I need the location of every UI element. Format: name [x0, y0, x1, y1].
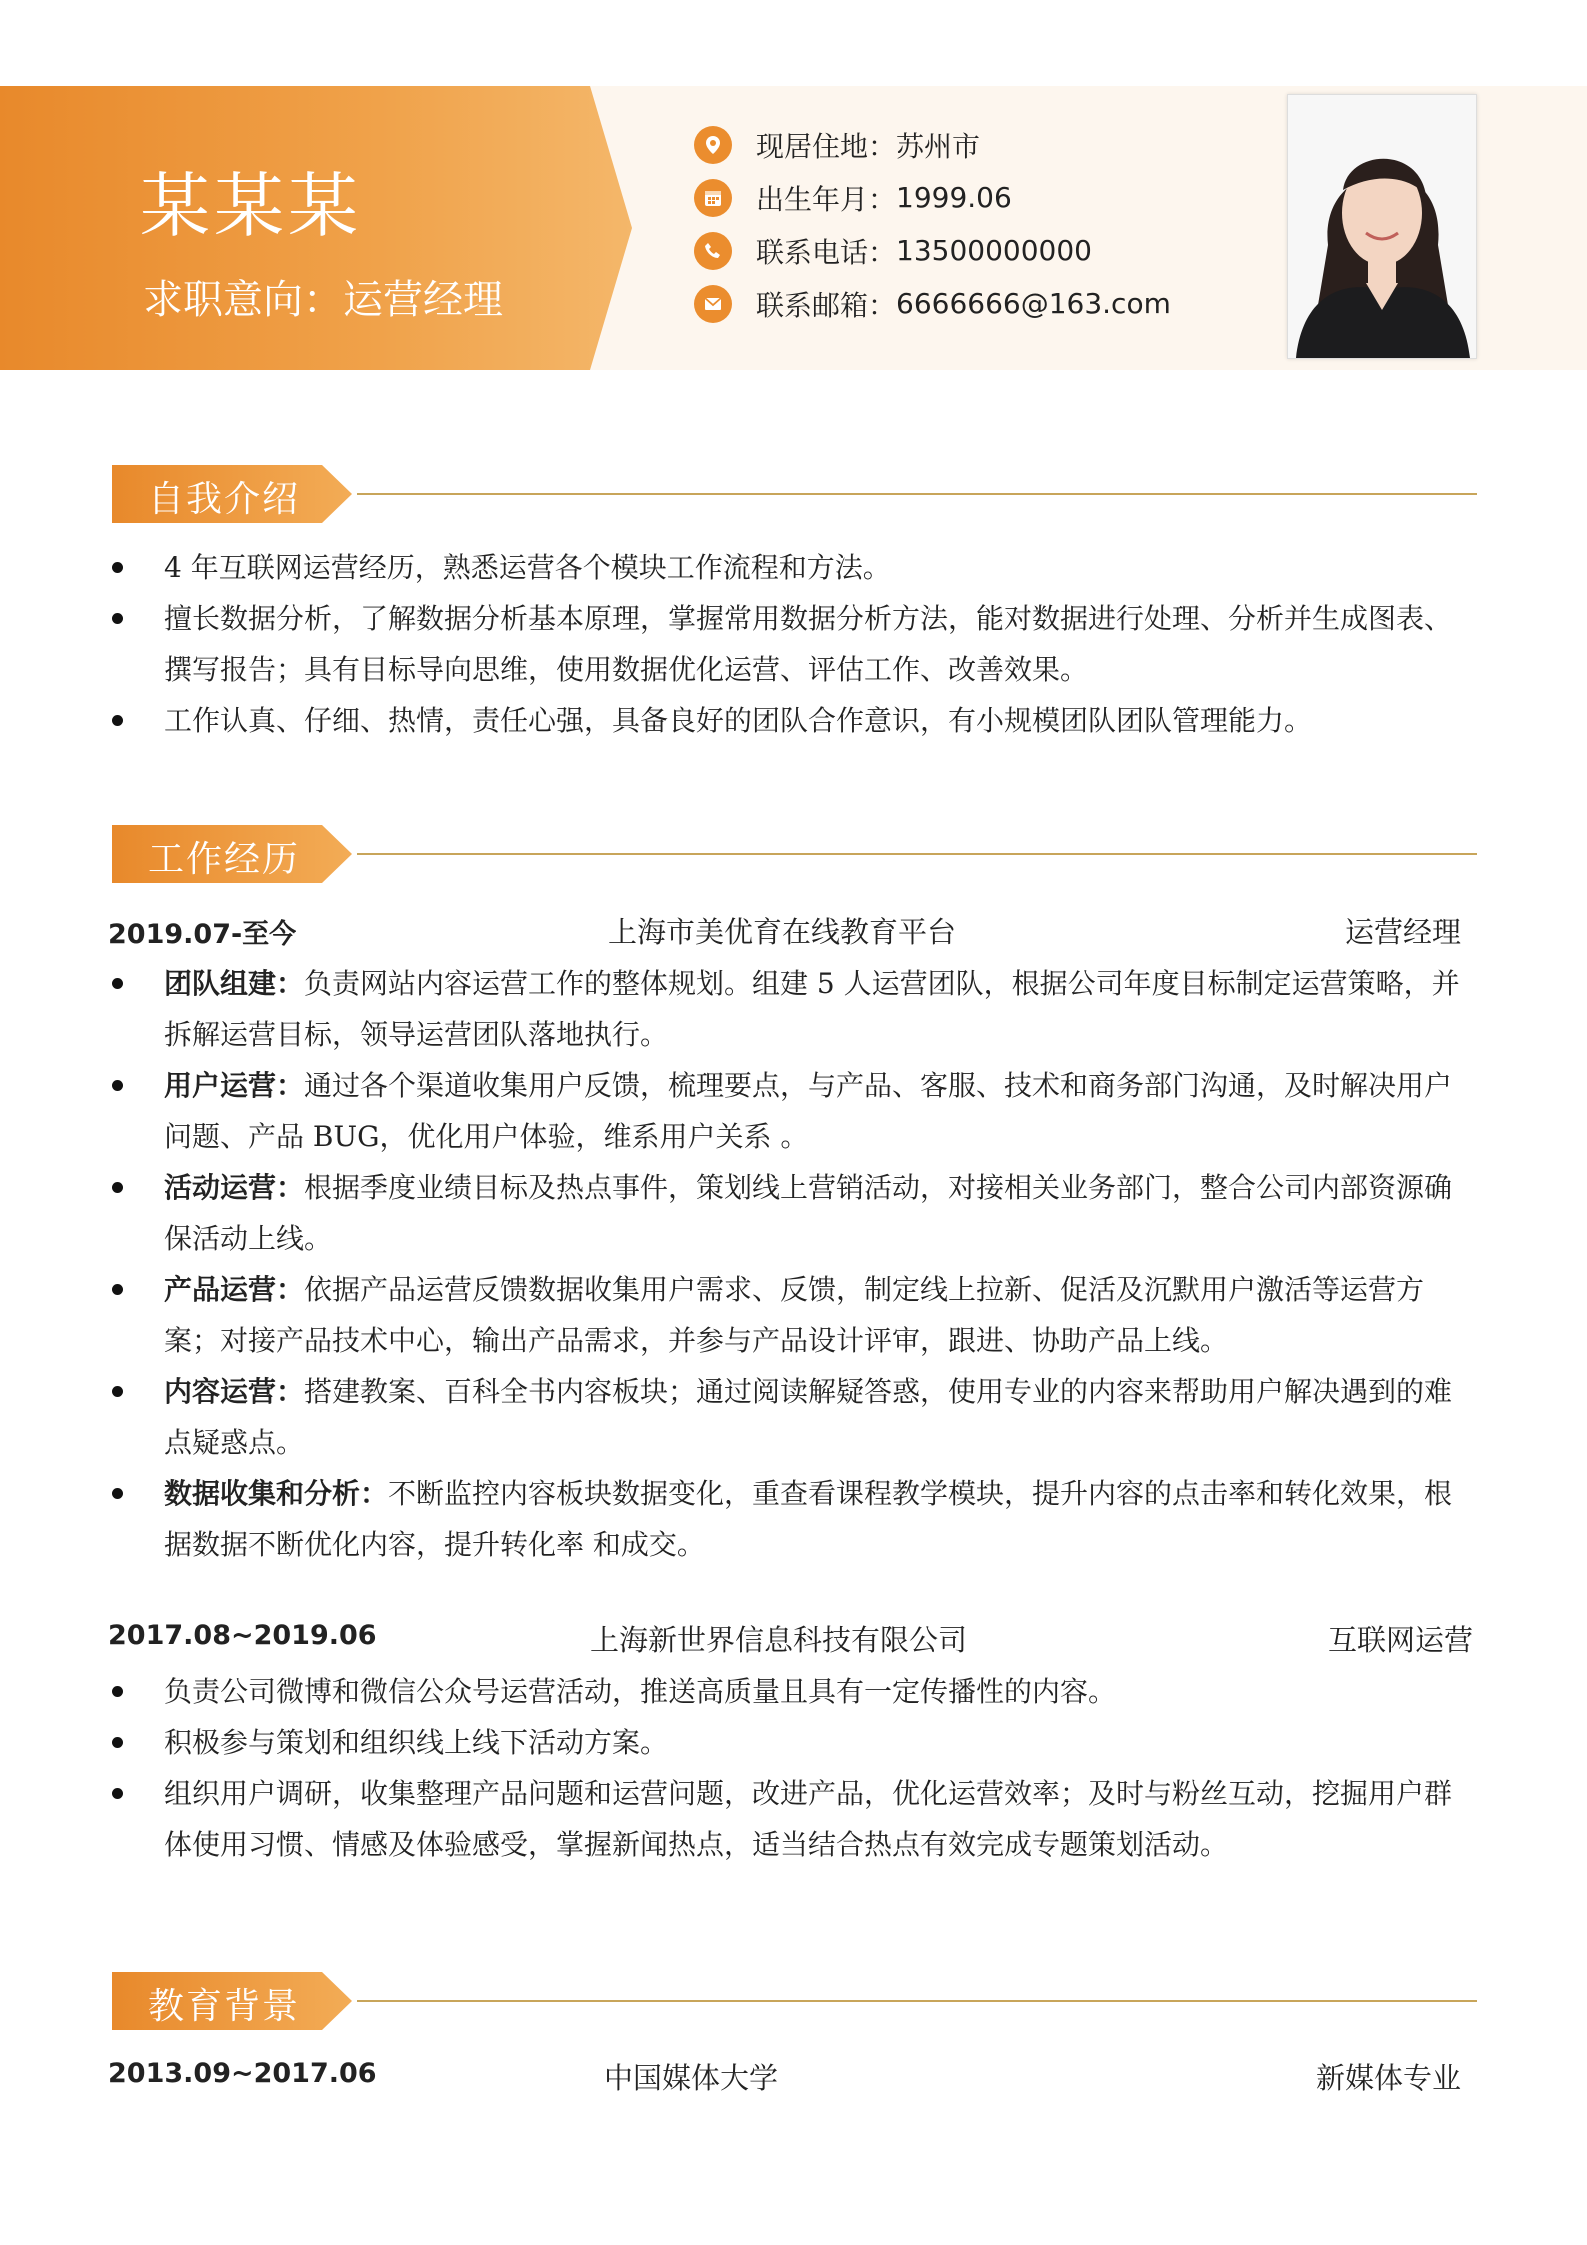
list-item: [112, 1468, 1477, 1570]
list-item: [112, 1264, 1477, 1366]
list-item: 4 年互联网运营经历，熟悉运营各个模块工作流程和方法。: [112, 542, 1477, 593]
section-header-work: [112, 825, 1477, 883]
job-role: 运营经理: [1344, 915, 1461, 949]
contact-info: [694, 118, 1171, 330]
calendar-icon: [694, 179, 732, 217]
section-divider: [357, 493, 1477, 495]
contact-value: 苏州市: [896, 129, 981, 163]
list-item: 组织用户调研，收集整理产品问题和运营问题，改进产品，优化运营效率；及时与粉丝互动，挖掘用户群体使用习惯、情感及体验感受，掌握新闻热点，适当结合热点有效完成专题策划活动。: [112, 1768, 1477, 1870]
job-date: 2019.07-至今: [108, 919, 297, 950]
duty-text: 根据季度业绩目标及热点事件，策划线上营销活动，对接相关业务部门，整合公司内部资源确保活动上线。: [164, 1171, 1453, 1255]
duty-heading: 团队组建：: [164, 967, 305, 1000]
duty-heading: 数据收集和分析：: [164, 1477, 389, 1510]
section-title: 自我介绍: [148, 479, 301, 520]
contact-location: [694, 118, 1171, 171]
duty-heading: 产品运营：: [164, 1273, 305, 1306]
duty-text: 通过各个渠道收集用户反馈，梳理要点，与产品、客服、技术和商务部门沟通，及时解决用户问题、产品 BUG，优化用户体验，维系用户关系 。: [164, 1069, 1453, 1153]
contact-birth: [694, 171, 1171, 224]
intro-list: [112, 542, 1477, 746]
contact-value: 1999.06: [896, 181, 1012, 214]
list-item: 擅长数据分析，了解数据分析基本原理，掌握常用数据分析方法，能对数据进行处理、分析并生成图表、撰写报告；具有目标导向思维，使用数据优化运营、评估工作、改善效果。: [112, 593, 1477, 695]
list-item: [112, 1162, 1477, 1264]
contact-label: 联系邮箱：: [756, 288, 897, 322]
candidate-name: 某某某: [140, 165, 362, 247]
duty-heading: 用户运营：: [164, 1069, 305, 1102]
contact-label: 现居住地：: [756, 129, 897, 163]
profile-photo: [1287, 94, 1477, 359]
contact-value: 13500000000: [896, 234, 1092, 267]
job-header: [108, 1614, 1473, 1662]
section-divider: [357, 853, 1477, 855]
section-divider: [357, 2000, 1477, 2002]
contact-label: 联系电话：: [756, 235, 897, 269]
list-item: [112, 958, 1477, 1060]
education-date: 2013.09~2017.06: [108, 2058, 377, 2089]
job-role: 互联网运营: [1327, 1623, 1473, 1657]
duty-text: 依据产品运营反馈数据收集用户需求、反馈，制定线上拉新、促活及沉默用户激活等运营方案；对接产品技术中心，输出产品需求，并参与产品设计评审，跟进、协助产品上线。: [164, 1273, 1425, 1357]
duty-heading: 内容运营：: [164, 1375, 305, 1408]
job-intent: 求职意向：运营经理: [143, 277, 503, 323]
section-header-education: [112, 1972, 1477, 2030]
job-company: 上海市美优育在线教育平台: [608, 915, 957, 949]
job-header: [108, 906, 1473, 954]
job-duty-list: [112, 958, 1477, 1570]
education-major: 新媒体专业: [1315, 2061, 1461, 2095]
duty-text: 搭建教案、百科全书内容板块；通过阅读解疑答惑，使用专业的内容来帮助用户解决遇到的难点疑惑点。: [164, 1375, 1453, 1459]
contact-value: 6666666@163.com: [896, 287, 1171, 320]
duty-text: 负责网站内容运营工作的整体规划。组建 5 人运营团队，根据公司年度目标制定运营策略，并拆解运营目标，领导运营团队落地执行。: [164, 967, 1460, 1051]
mail-icon: [694, 285, 732, 323]
list-item: [112, 1060, 1477, 1162]
list-item: 工作认真、仔细、热情，责任心强，具备良好的团队合作意识，有小规模团队团队管理能力。: [112, 695, 1477, 746]
location-icon: [694, 126, 732, 164]
job-date: 2017.08~2019.06: [108, 1620, 377, 1651]
section-title: 教育背景: [148, 1986, 301, 2027]
job-duty-list: [112, 1666, 1477, 1870]
section-header-intro: [112, 465, 1477, 523]
contact-phone: [694, 224, 1171, 277]
contact-email: [694, 277, 1171, 330]
portrait-icon: [1288, 95, 1476, 358]
education-school: 中国媒体大学: [604, 2061, 779, 2095]
list-item: [112, 1366, 1477, 1468]
job-company: 上海新世界信息科技有限公司: [590, 1623, 968, 1657]
list-item: 积极参与策划和组织线上线下活动方案。: [112, 1717, 1477, 1768]
contact-label: 出生年月：: [756, 182, 897, 216]
phone-icon: [694, 232, 732, 270]
duty-heading: 活动运营：: [164, 1171, 305, 1204]
education-row: [108, 2052, 1473, 2100]
section-title: 工作经历: [148, 839, 301, 880]
duty-text: 不断监控内容板块数据变化，重查看课程教学模块，提升内容的点击率和转化效果，根据数据不断优化内容，提升转化率 和成交。: [164, 1477, 1453, 1561]
list-item: 负责公司微博和微信公众号运营活动，推送高质量且具有一定传播性的内容。: [112, 1666, 1477, 1717]
